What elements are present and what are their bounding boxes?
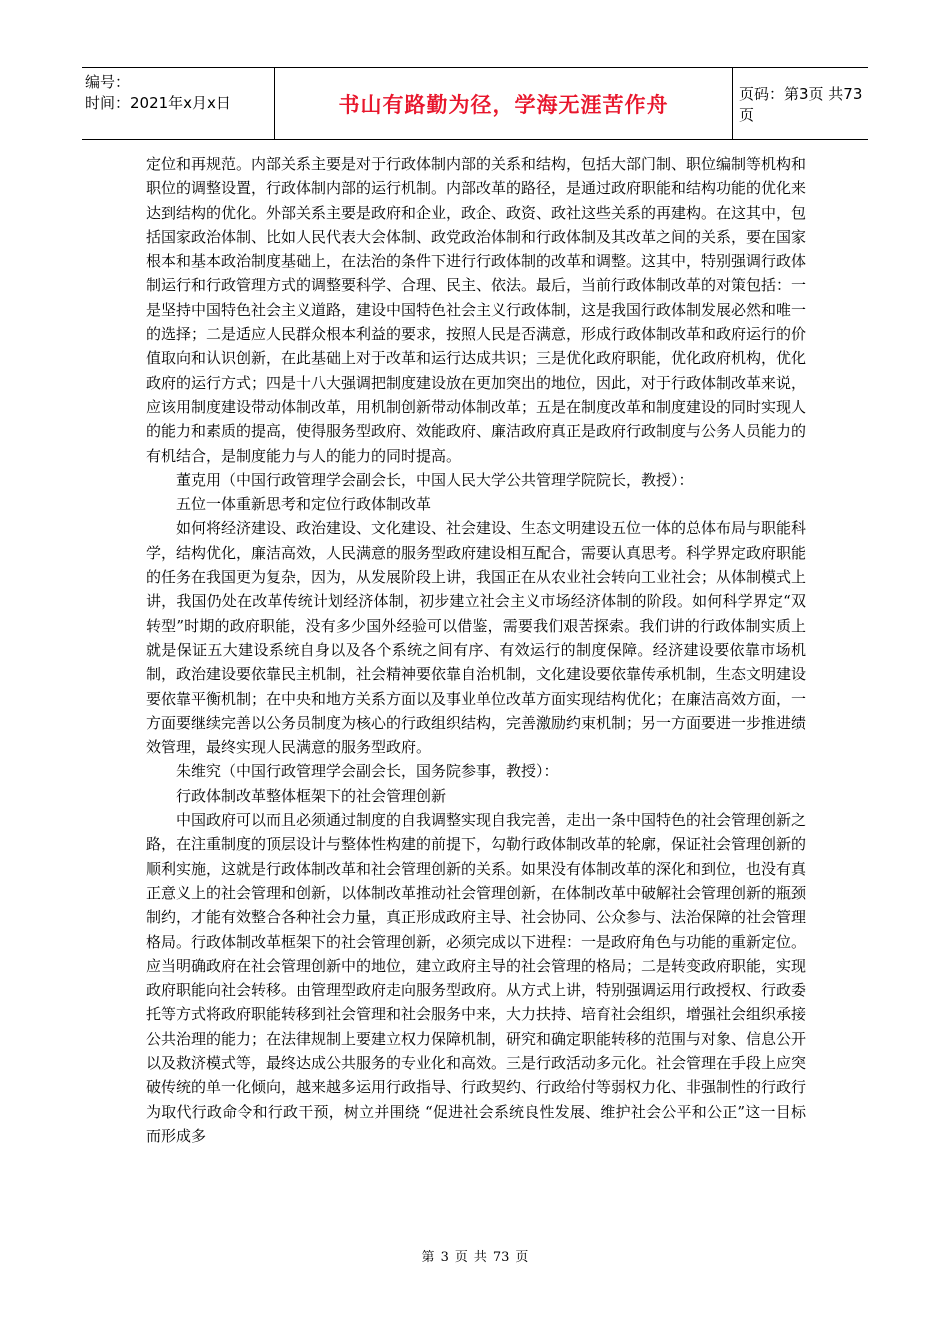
body-paragraph-2: 如何将经济建设、政治建设、文化建设、社会建设、生态文明建设五位一体的总体布局与职能科学，结构优化，廉洁高效，人民满意的服务型政府建设相互配合，需要认真思考。科学界定政府职能的任务在我国更为复杂，因为，从发展阶段上讲，我国正在从农业社会转向工业社会；从体制模式上讲，我国仍处在改革传统计划经济体制，初步建立社会主义市场经济体制的阶段。如何科学界定“双转型”时期的政府职能，没有多少国外经验可以借鉴，需要我们艰苦探索。我们讲的行政体制实质上就是保证五大建设系统自身以及各个系统之间有序、有效运行的制度保障。经济建设要依靠市场机制，政治建设要依靠民主机制，社会精神要依靠自治机制，文化建设要依靠传承机制，生态文明建设要依靠平衡机制；在中央和地方关系方面以及事业单位改革方面实现结构优化；在廉洁高效方面，一方面要继续完善以公务员制度为核心的行政组织结构，完善激励约束机制；另一方面要进一步推进绩效管理，最终实现人民满意的服务型政府。 [146, 519, 807, 757]
footer-page-number: 3 [440, 1250, 449, 1265]
body-paragraph-3: 中国政府可以而且必须通过制度的自我调整实现自我完善，走出一条中国特色的社会管理创新之路，在注重制度的顶层设计与整体性构建的前提下，勾勒行政体制改革的轮廓，保证社会管理创新的顺利实施，这就是行政体制改革和社会管理创新的关系。如果没有体制改革的深化和到位，也没有真正意义上的社会管理和创新，以体制改革推动社会管理创新，在体制改革中破解社会管理创新的瓶颈制约，才能有效整合各种社会力量，真正形成政府主导、社会协同、公众参与、法治保障的社会管理格局。行政体制改革框架下的社会管理创新，必须完成以下进程：一是政府角色与功能的重新定位。应当明确政府在社会管理创新中的地位，建立政府主导的社会管理的格局；二是转变政府职能，实现政府职能向社会转移。由管理型政府走向服务型政府。从方式上讲，特别强调运用行政授权、行政委托等方式将政府职能转移到社会管理和社会服务中来，大力扶持、培育社会组织，增强社会组织承接公共治理的能力；在法律规制上要建立权力保障机制，研究和确定职能转移的范围与对象、信息公开以及救济模式等，最终达成公共服务的专业化和高效。三是行政活动多元化。社会管理在手段上应突破传统的单一化倾向，越来越多运用行政指导、行政契约、行政给付等弱权力化、非强制性的行政行为取代行政命令和行政干预，树立并围绕 “促进社会系统良性发展、维护社会公平和公正”这一目标而形成多 [146, 811, 807, 1145]
header-page-cell [733, 68, 868, 139]
header-page-label: 页码：第3页 共73页 [739, 84, 863, 124]
section-title-1: 五位一体重新思考和定位行政体制改革 [176, 495, 432, 514]
footer-total-pages: 73 [492, 1250, 510, 1265]
speaker-line-1: 董克用（中国行政管理学会副会长，中国人民大学公共管理学院院长，教授）： [176, 470, 694, 489]
body-paragraph-1: 定位和再规范。内部关系主要是对于行政体制内部的关系和结构，包括大部门制、职位编制等机构和职位的调整设置，行政体制内部的运行机制。内部改革的路径，是通过政府职能和结构功能的优化来达到结构的优化。外部关系主要是政府和企业，政企、政资、政社这些关系的再建构。在这其中，包括国家政治体制、比如人民代表大会体制、政党政治体制和行政体制及其改革之间的关系，要在国家根本和基本政治制度基础上，在法治的条件下进行行政体制的改革和调整。这其中，特别强调行政体制运行和行政管理方式的调整要科学、合理、民主、依法。最后，当前行政体制改革的对策包括：一是坚持中国特色社会主义道路，建设中国特色社会主义行政体制，这是我国行政体制发展必然和唯一的选择；二是适应人民群众根本利益的要求，按照人民是否满意，形成行政体制改革和政府运行的价值取向和认识创新，在此基础上对于改革和运行达成共识；三是优化政府职能，优化政府机构，优化政府的运行方式；四是十八大强调把制度建设放在更加突出的地位，因此，对于行政体制改革来说，应该用制度建设带动体制改革，用机制创新带动体制改革；五是在制度改革和制度建设的同时实现人的能力和素质的提高，使得服务型政府、效能政府、廉洁政府真正是政府行政制度与公务人员能力的有机结合，是制度能力与人的能力的同时提高。 [146, 155, 807, 465]
speaker-line-2: 朱维究（中国行政管理学会副会长，国务院参事，教授）： [176, 762, 559, 781]
document-body [146, 152, 806, 1148]
header-motto-cell [274, 68, 733, 139]
document-number-label: 编号： [85, 73, 131, 91]
section-title-2: 行政体制改革整体框架下的社会管理创新 [176, 786, 447, 805]
footer-total-unit: 页 [515, 1250, 529, 1265]
document-time-label: 时间：2021年x月x日 [85, 94, 231, 112]
header-motto: 书山有路勤为径，学海无涯苦作舟 [338, 92, 669, 117]
page-footer [0, 1246, 950, 1265]
footer-prefix: 第 [421, 1250, 435, 1265]
header-meta [82, 68, 274, 139]
footer-total-prefix: 共 [473, 1250, 487, 1265]
page-header [82, 67, 868, 140]
footer-page-unit: 页 [454, 1250, 468, 1265]
